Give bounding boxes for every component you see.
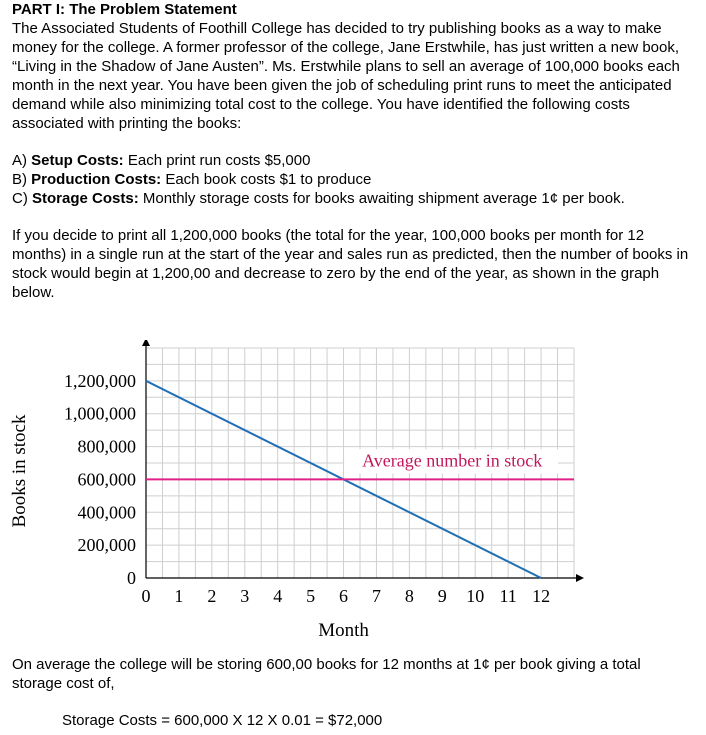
y-tick-label: 600,000: [77, 469, 136, 490]
y-tick-label: 800,000: [77, 436, 136, 457]
cost-prefix: A): [12, 152, 32, 169]
x-tick-label: 1: [174, 586, 184, 606]
x-tick-label: 8: [404, 586, 414, 606]
x-tick-label: 3: [240, 586, 250, 606]
x-axis-label: Month: [318, 620, 369, 641]
cost-text: Monthly storage costs for books awaiting shipment average 1¢ per book.: [138, 190, 625, 207]
y-tick-label: 200,000: [77, 535, 136, 556]
scenario-paragraph: If you decide to print all 1,200,000 books (the total for the year, 100,000 books per month for 12 months) in a single run at the start of the year and sales run as predicted, then the number of books in stock would begin at 1,200,00 and decrease to zero by the end of the year, as shown in the graph below.: [12, 227, 689, 301]
cost-item-setup: [12, 151, 692, 170]
cost-text: Each print run costs $5,000: [123, 152, 311, 169]
y-tick-label: 1,200,000: [64, 370, 136, 391]
x-tick-label: 9: [437, 586, 447, 606]
cost-item-production: [12, 170, 692, 189]
conclusion-paragraph: On average the college will be storing 600,00 books for 12 months at 1¢ per book giving a total storage cost of,: [12, 656, 641, 692]
cost-label: Production Costs:: [31, 171, 162, 188]
x-tick-label: 6: [339, 586, 349, 606]
x-tick-label: 2: [207, 586, 217, 606]
x-tick-label: 4: [273, 586, 283, 606]
intro-paragraph: The Associated Students of Foothill College has decided to try publishing books as a way to make money for the college. A former professor of the college, Jane Erstwhile, has just written a new book, “Living in the Shadow of Jane Austen”. Ms. Erstwhile plans to sell an average of 100,000 books each month in the next year. You have been given the job of scheduling print runs to meet the anticipated demand while also minimizing total cost to the college. You have identified the following costs associated with printing the books:: [12, 20, 680, 132]
y-axis-arrow: [142, 340, 150, 346]
cost-label: Setup Costs:: [31, 152, 124, 169]
x-tick-label: 12: [532, 586, 551, 606]
cost-prefix: C): [12, 190, 32, 207]
annotation-label: Average number in stock: [362, 450, 543, 471]
stock-chart-svg: [0, 340, 706, 645]
y-tick-label: 0: [127, 568, 136, 588]
x-tick-label: 0: [141, 586, 151, 606]
cost-label: Storage Costs:: [32, 190, 139, 207]
cost-list: [12, 151, 692, 208]
x-tick-label: 11: [499, 586, 517, 606]
x-axis-arrow: [576, 574, 584, 582]
y-axis-label: Books in stock: [9, 414, 30, 528]
stock-chart: [0, 340, 706, 645]
storage-formula: Storage Costs = 600,000 X 12 X 0.01 = $72,000: [62, 712, 383, 729]
x-tick-label: 5: [306, 586, 316, 606]
cost-text: Each book costs $1 to produce: [161, 171, 372, 188]
x-tick-label: 7: [371, 586, 381, 606]
section-heading: PART I: The Problem Statement: [12, 1, 237, 18]
cost-item-storage: [12, 189, 692, 208]
cost-prefix: B): [12, 171, 32, 188]
document-body: [12, 0, 692, 302]
y-tick-label: 400,000: [77, 502, 136, 523]
x-tick-label: 10: [466, 586, 485, 606]
y-tick-label: 1,000,000: [64, 403, 136, 424]
